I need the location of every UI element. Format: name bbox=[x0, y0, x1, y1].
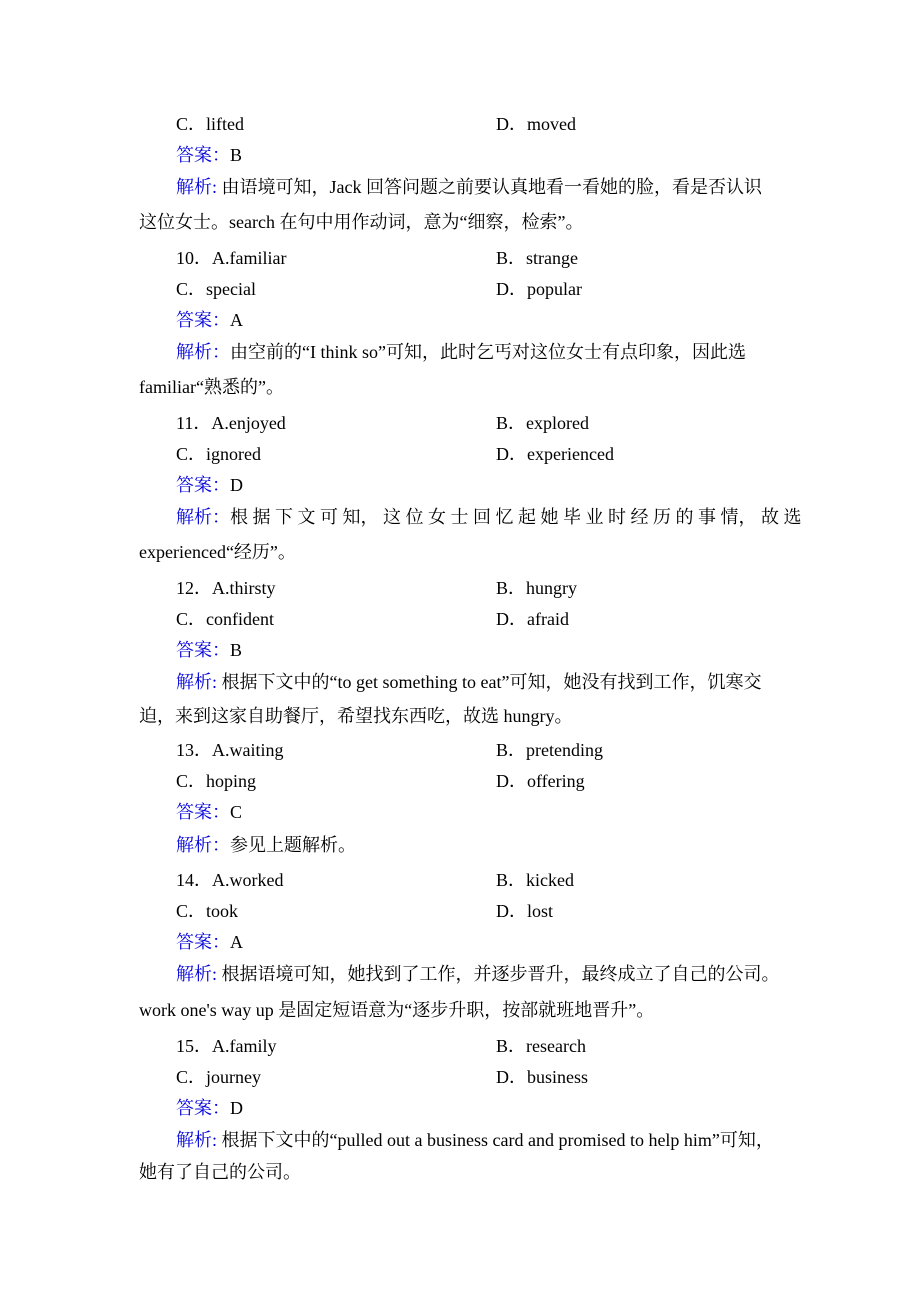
analysis-text: 由语境可知，Jack 回答问题之前要认真地看一看她的脸，看是否认识 bbox=[217, 177, 762, 197]
analysis-text: 根据语境可知，她找到了工作，并逐步晋升，最终成立了自己的公司。 bbox=[217, 964, 780, 984]
answer-value: D bbox=[230, 475, 243, 495]
answer-line bbox=[176, 1096, 243, 1120]
analysis-continuation: work one's way up 是固定短语意为“逐步升职，按部就班地晋升”。 bbox=[139, 1000, 655, 1020]
option-b: B．explored bbox=[496, 413, 589, 433]
analysis-text: 参见上题解析。 bbox=[230, 835, 356, 855]
analysis-line bbox=[176, 505, 802, 529]
option-d: D．experienced bbox=[496, 444, 614, 464]
answer-label: 答案： bbox=[176, 1098, 230, 1118]
option-a: 13．A.waiting bbox=[176, 740, 284, 760]
analysis-line bbox=[176, 670, 761, 694]
option-a: 12．A.thirsty bbox=[176, 578, 276, 598]
option-c: C．special bbox=[176, 279, 256, 299]
answer-value: A bbox=[230, 310, 243, 330]
option-d: D．afraid bbox=[496, 609, 569, 629]
option-c: C．took bbox=[176, 901, 239, 921]
analysis-text: 根据下文中的“pulled out a business card and promised to help him”可知， bbox=[217, 1130, 774, 1150]
analysis-label: 解析： bbox=[176, 342, 230, 362]
analysis-continuation: 她有了自己的公司。 bbox=[139, 1162, 301, 1182]
option-b: B．pretending bbox=[496, 740, 603, 760]
answer-label: 答案： bbox=[176, 640, 230, 660]
analysis-line bbox=[176, 962, 780, 986]
analysis-label: 解析: bbox=[176, 672, 218, 692]
analysis-line bbox=[176, 1128, 774, 1152]
option-c: C．ignored bbox=[176, 444, 261, 464]
option-a: 10．A.familiar bbox=[176, 248, 287, 268]
analysis-continuation: experienced“经历”。 bbox=[139, 542, 296, 562]
analysis-text: 由空前的“I think so”可知，此时乞丐对这位女士有点印象，因此选 bbox=[230, 342, 746, 362]
answer-label: 答案： bbox=[176, 475, 230, 495]
option-c: C．journey bbox=[176, 1067, 261, 1087]
option-d: D．lost bbox=[496, 901, 554, 921]
analysis-continuation: 迫，来到这家自助餐厅，希望找东西吃，故选 hungry。 bbox=[139, 706, 573, 726]
analysis-continuation: familiar“熟悉的”。 bbox=[139, 377, 284, 397]
option-a: 15．A.family bbox=[176, 1036, 277, 1056]
option-a: 14．A.worked bbox=[176, 870, 284, 890]
answer-value: D bbox=[230, 1098, 243, 1118]
answer-line bbox=[176, 143, 242, 167]
answer-label: 答案： bbox=[176, 932, 230, 952]
answer-value: A bbox=[230, 932, 243, 952]
analysis-label: 解析: bbox=[176, 1130, 218, 1150]
answer-value: B bbox=[230, 640, 243, 660]
option-b: B．research bbox=[496, 1036, 586, 1056]
option-c: C．confident bbox=[176, 609, 274, 629]
answer-label: 答案： bbox=[176, 310, 230, 330]
option-c: C．lifted bbox=[176, 114, 244, 134]
option-b: B．hungry bbox=[496, 578, 577, 598]
analysis-line bbox=[176, 833, 356, 857]
answer-value: C bbox=[230, 802, 243, 822]
option-d: D．popular bbox=[496, 279, 582, 299]
answer-line bbox=[176, 638, 242, 662]
answer-label: 答案： bbox=[176, 145, 230, 165]
analysis-text: 根 据 下 文 可 知， 这 位 女 士 回 忆 起 她 毕 业 时 经 历 的 事 情， 故 选 bbox=[230, 507, 802, 527]
answer-value: B bbox=[230, 145, 243, 165]
answer-label: 答案： bbox=[176, 802, 230, 822]
option-d: D．offering bbox=[496, 771, 585, 791]
analysis-line bbox=[176, 175, 762, 199]
answer-line bbox=[176, 930, 243, 954]
analysis-label: 解析： bbox=[176, 507, 230, 527]
analysis-text: 根据下文中的“to get something to eat”可知，她没有找到工作，饥寒交 bbox=[217, 672, 762, 692]
analysis-label: 解析: bbox=[176, 964, 218, 984]
analysis-label: 解析: bbox=[176, 177, 218, 197]
analysis-label: 解析： bbox=[176, 835, 230, 855]
option-b: B．kicked bbox=[496, 870, 574, 890]
answer-line bbox=[176, 473, 243, 497]
option-b: B．strange bbox=[496, 248, 578, 268]
answer-line bbox=[176, 800, 242, 824]
option-d: D．business bbox=[496, 1067, 589, 1087]
answer-line bbox=[176, 308, 243, 332]
analysis-line bbox=[176, 340, 746, 364]
option-c: C．hoping bbox=[176, 771, 257, 791]
analysis-continuation: 这位女士。search 在句中用作动词，意为“细察，检索”。 bbox=[139, 212, 584, 232]
option-d: D．moved bbox=[496, 114, 576, 134]
option-a: 11．A.enjoyed bbox=[176, 413, 286, 433]
